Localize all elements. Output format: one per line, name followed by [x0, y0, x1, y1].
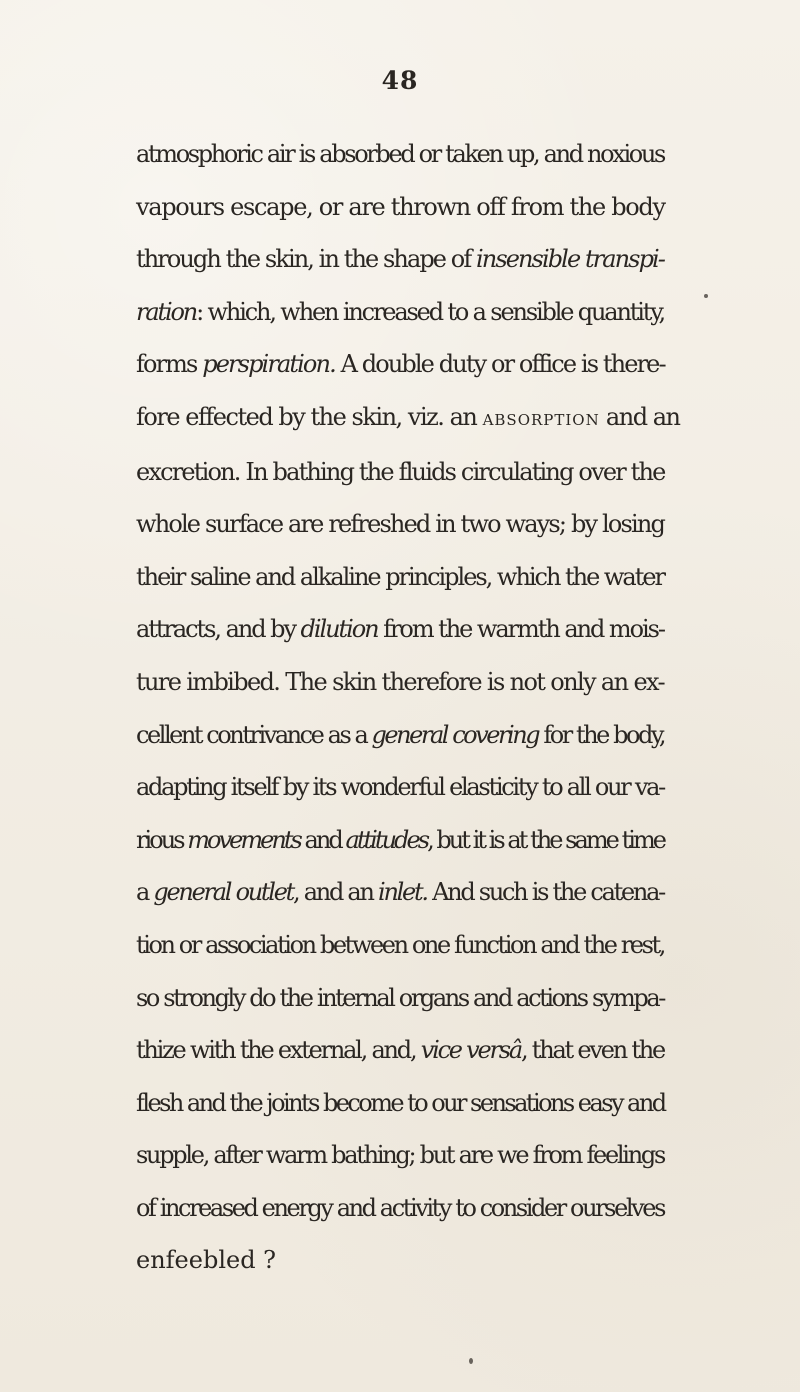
- text-segment: supple, after warm bathing; but are we from feelings: [136, 1141, 664, 1170]
- text-segment: movements: [187, 825, 300, 854]
- text-segment: adapting itself by its wonderful elasticity to all our va-: [136, 773, 664, 802]
- text-segment: so strongly do the internal organs and actions sympa-: [136, 983, 664, 1012]
- text-segment: whole surface are refreshed in two ways; by losing: [136, 510, 664, 539]
- text-segment: flesh and the joints become to our sensations easy and: [136, 1088, 665, 1117]
- text-segment: insensible transpi-: [476, 245, 664, 274]
- text-segment: , and an: [293, 878, 379, 907]
- text-line: [136, 128, 664, 181]
- text-line: [136, 656, 664, 709]
- text-line: [136, 1182, 664, 1235]
- text-segment: rious: [136, 825, 188, 854]
- text-line: [136, 338, 664, 391]
- text-line: [136, 181, 664, 234]
- text-segment: attracts, and by: [136, 615, 301, 644]
- text-segment: attitudes: [345, 825, 428, 854]
- text-segment: general outlet: [153, 878, 294, 907]
- text-segment: inlet.: [378, 878, 427, 907]
- text-line: [136, 286, 664, 339]
- text-line: [136, 603, 664, 656]
- text-segment: for the body,: [538, 720, 665, 749]
- text-line: [136, 446, 664, 499]
- text-line: [136, 761, 664, 814]
- text-segment: ration: [136, 297, 197, 326]
- text-segment: absorption: [482, 405, 600, 431]
- text-line: [136, 919, 664, 972]
- text-segment: thize with the external, and,: [136, 1036, 421, 1065]
- text-segment: general covering: [371, 720, 539, 749]
- text-segment: perspiration.: [202, 350, 335, 379]
- text-segment: A double duty or office is there-: [334, 350, 665, 379]
- text-segment: and: [299, 825, 346, 854]
- body-text: [136, 128, 680, 1287]
- text-segment: through the skin, in the shape of: [136, 245, 477, 274]
- text-line: [136, 814, 664, 867]
- text-segment: excretion. In bathing the fluids circulating over the: [136, 457, 665, 486]
- text-line: [136, 498, 664, 551]
- text-segment: , that even the: [520, 1036, 665, 1065]
- text-line: [136, 551, 664, 604]
- text-segment: enfeebled ?: [136, 1246, 277, 1275]
- text-line: [136, 1077, 664, 1130]
- text-line: [136, 866, 664, 919]
- text-segment: tion or association between one function and the rest,: [136, 930, 664, 959]
- text-line: [136, 233, 664, 286]
- text-segment: ture imbibed. The skin therefore is not only an ex-: [136, 667, 664, 696]
- text-line: [136, 1234, 664, 1287]
- text-segment: fore effected by the skin, viz. an: [136, 402, 483, 431]
- text-segment: dilution: [300, 615, 378, 644]
- text-segment: and an: [599, 402, 680, 431]
- text-segment: , but it is at the same time: [427, 825, 665, 854]
- text-line: [136, 1024, 664, 1077]
- text-line: [136, 972, 664, 1025]
- text-line: [136, 709, 664, 762]
- text-segment: atmosphoric air is absorbed or taken up, and noxious: [136, 140, 664, 168]
- text-segment: of increased energy and activity to consider ourselves: [136, 1193, 664, 1222]
- text-segment: a: [136, 878, 154, 907]
- text-segment: : which, when increased to a sensible quantity,: [196, 297, 664, 326]
- page-number: 48: [381, 66, 419, 95]
- text-line: [136, 391, 680, 446]
- text-segment: vice versâ: [420, 1036, 521, 1065]
- text-segment: And such is the catena-: [426, 878, 664, 907]
- text-segment: cellent contrivance as a: [136, 720, 372, 749]
- ink-speck: [469, 1358, 473, 1364]
- text-line: [136, 1129, 664, 1182]
- text-segment: vapours escape, or are thrown off from the body: [136, 192, 665, 221]
- text-segment: forms: [136, 350, 203, 379]
- ink-speck: [704, 294, 708, 298]
- text-segment: their saline and alkaline principles, which the water: [136, 562, 664, 591]
- text-segment: from the warmth and mois-: [377, 615, 664, 644]
